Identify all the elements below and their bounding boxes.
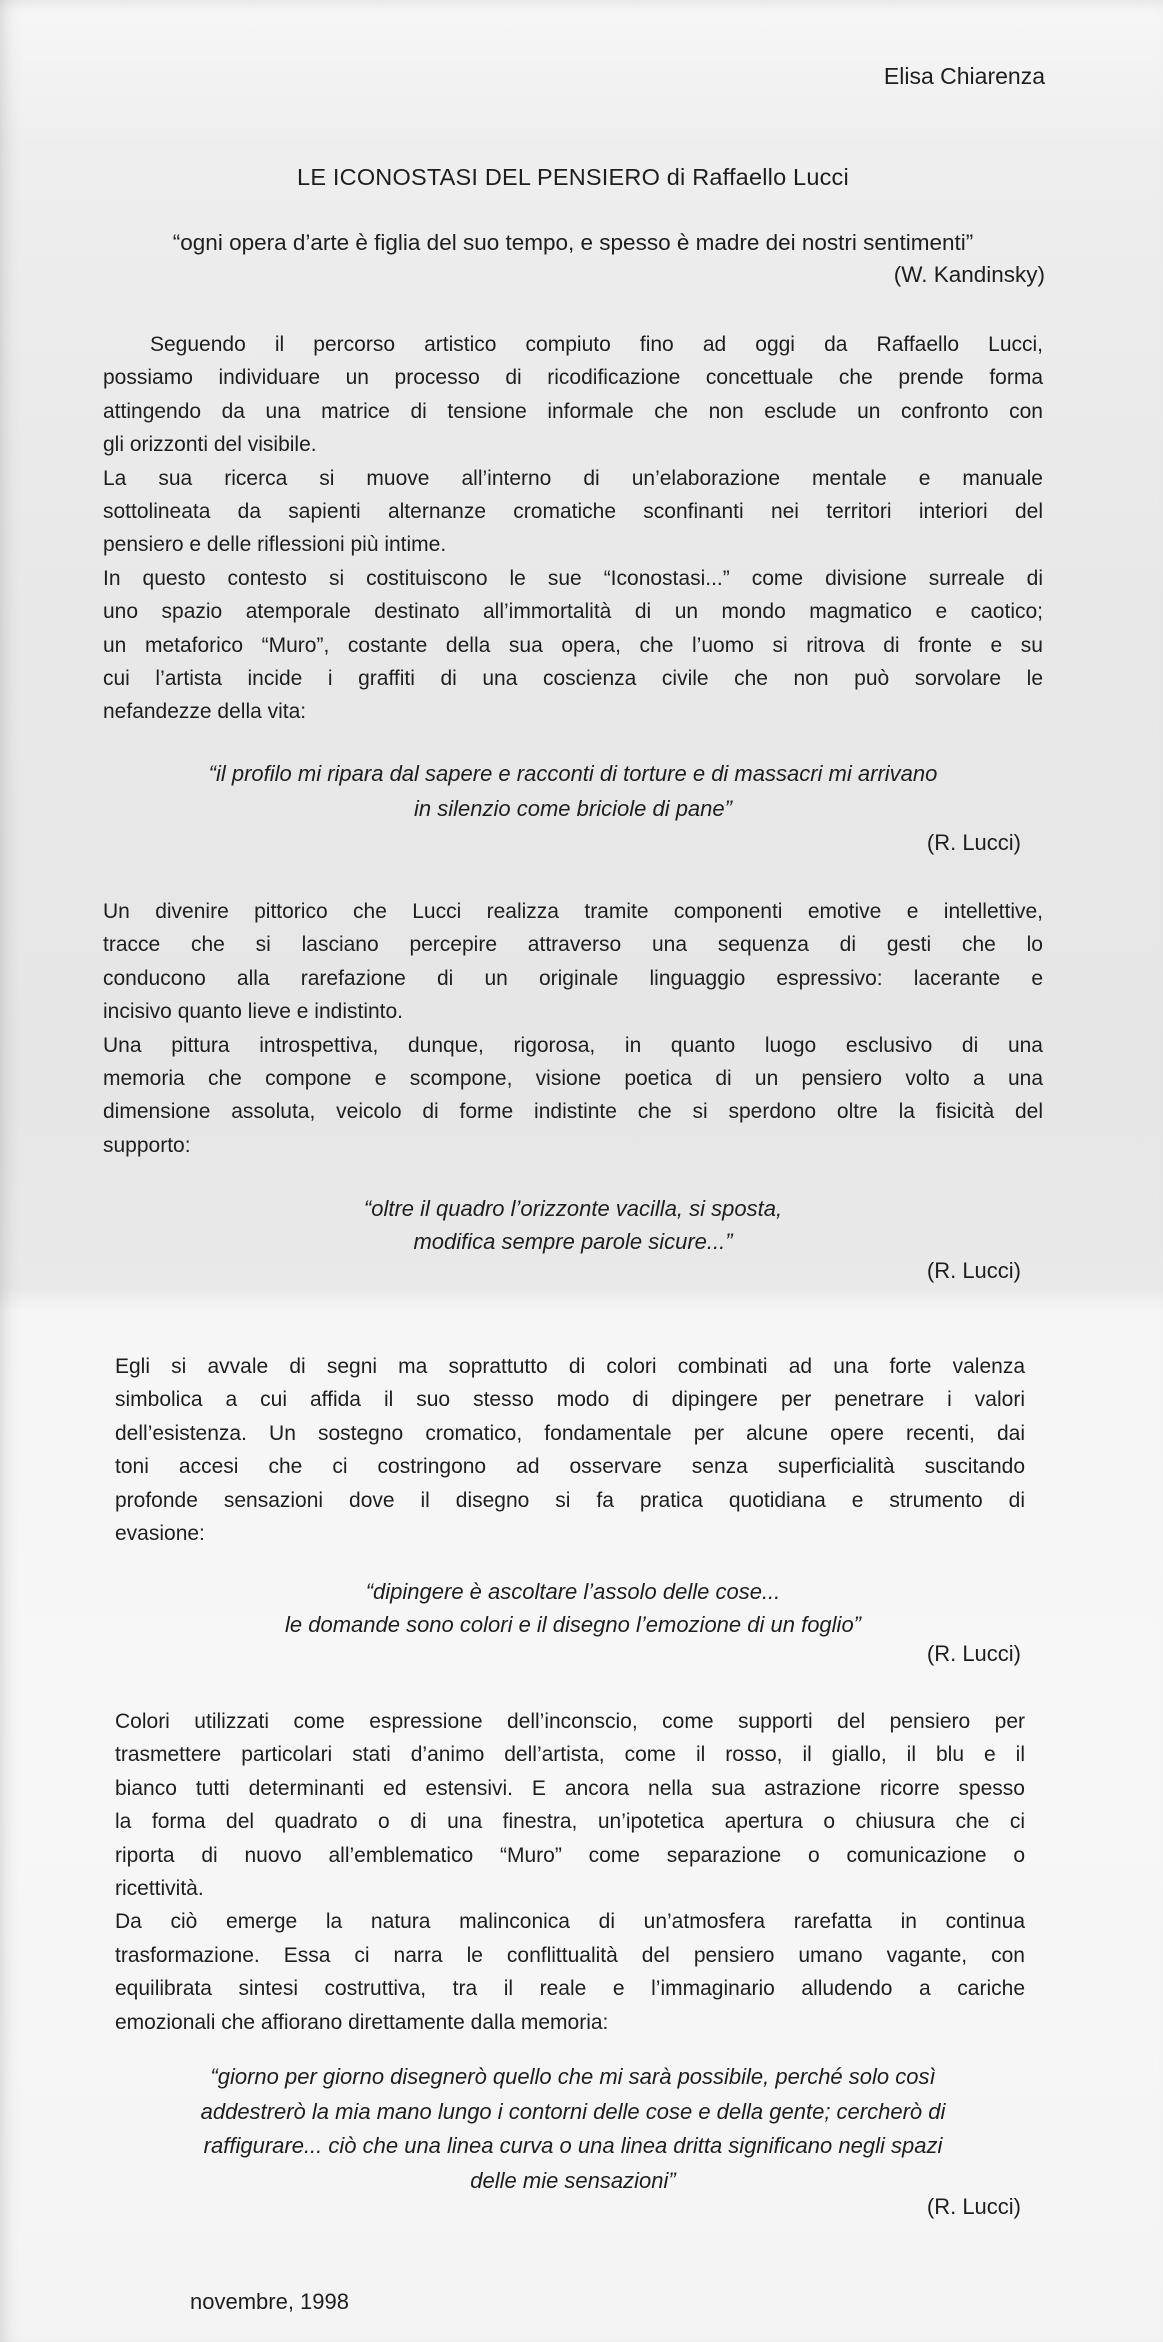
text-line: conducono alla rarefazione di un originale linguaggio espressivo: lacerante e <box>103 966 1043 990</box>
date-line: novembre, 1998 <box>190 2289 349 2314</box>
text-line: trasformazione. Essa ci narra le conflittualità del pensiero umano vagante, con <box>115 1943 1025 1967</box>
text-line: Colori utilizzati come espressione dell’inconscio, come supporti del pensiero per <box>115 1710 1025 1733</box>
document-title: LE ICONOSTASI DEL PENSIERO di Raffaello Lucci <box>297 164 849 190</box>
text-line: Da ciò emerge la natura malinconica di un’atmosfera rarefatta in continua <box>115 1910 1025 1934</box>
text-line: la forma del quadrato o di una finestra, un’ipotetica apertura o chiusura che ci <box>115 1810 1025 1834</box>
paragraph-block <box>103 895 1043 1162</box>
paragraph-block <box>115 1350 1025 1550</box>
quote-attribution: (R. Lucci) <box>926 2194 1021 2219</box>
paragraph-block <box>103 328 1043 729</box>
text-line: emozionali che affiorano direttamente dalla memoria: <box>115 2010 609 2034</box>
quote-attribution: (R. Lucci) <box>926 830 1021 855</box>
text-line: In questo contesto si costituiscono le sue “Iconostasi...” come divisione surreale di <box>103 566 1043 590</box>
text-line: possiamo individuare un processo di ricodificazione concettuale che prende forma <box>103 366 1043 390</box>
quote-line: addestrerò la mia mano lungo i contorni delle cose e della gente; cercherò di <box>200 2098 946 2124</box>
text-line: gli orizzonti del visibile. <box>103 433 317 457</box>
quote-attribution: (R. Lucci) <box>926 1641 1021 1666</box>
text-line: ricettività. <box>115 1877 204 1901</box>
quote-block <box>103 1575 1043 1641</box>
text-line: attingendo da una matrice di tensione informale che non esclude un confronto con <box>103 399 1043 423</box>
quote-block <box>103 756 1043 826</box>
quote-block <box>103 1192 1043 1258</box>
quote-line: raffigurare... ciò che una linea curva o una linea dritta significano negli spazi <box>203 2133 943 2158</box>
text-line: Seguendo il percorso artistico compiuto fino ad oggi da Raffaello Lucci, <box>150 333 1043 356</box>
text-line: profonde sensazioni dove il disegno si fa pratica quotidiana e strumento di <box>115 1488 1025 1512</box>
text-line: un metaforico “Muro”, costante della sua opera, che l’uomo si ritrova di fronte e su <box>103 633 1043 657</box>
quote-line: “giorno per giorno disegnerò quello che mi sarà possibile, perché solo così <box>210 2064 936 2089</box>
text-line: toni accesi che ci costringono ad osservare senza superficialità suscitando <box>115 1455 1025 1479</box>
text-line: riporta di nuovo all’emblematico “Muro” come separazione o comunicazione o <box>115 1843 1025 1867</box>
paragraph-block <box>115 1705 1025 2039</box>
quote-line: “dipingere è ascoltare l’assolo delle cose... <box>365 1579 781 1604</box>
text-line: equilibrata sintesi costruttiva, tra il reale e l’immaginario alludendo a cariche <box>115 1977 1025 2001</box>
quote-line: modifica sempre parole sicure...” <box>413 1229 733 1254</box>
quote-line: delle mie sensazioni” <box>470 2167 676 2193</box>
text-line: nefandezze della vita: <box>103 700 307 724</box>
text-line: Un divenire pittorico che Lucci realizza tramite componenti emotive e intellettive, <box>103 900 1043 923</box>
text-line: incisivo quanto lieve e indistinto. <box>103 1000 404 1024</box>
author-name: Elisa Chiarenza <box>883 63 1045 89</box>
text-line: bianco tutti determinanti ed estensivi. E ancora nella sua astrazione ricorre spesso <box>115 1776 1025 1800</box>
text-line: La sua ricerca si muove all’interno di un’elaborazione mentale e manuale <box>103 466 1043 490</box>
text-line: Egli si avvale di segni ma soprattutto di colori combinati ad una forte valenza <box>115 1355 1025 1378</box>
text-line: uno spazio atemporale destinato all’immortalità di un mondo magmatico e caotico; <box>103 600 1043 624</box>
quote-block <box>103 2060 1043 2198</box>
quote-line: in silenzio come briciole di pane” <box>414 796 732 821</box>
text-line: sottolineata da sapienti alternanze cromatiche sconfinanti nei territori interiori del <box>103 500 1043 524</box>
text-line: supporto: <box>103 1133 191 1157</box>
text-line: trasmettere particolari stati d’animo dell’artista, come il rosso, il giallo, il blu e il <box>115 1743 1025 1767</box>
text-line: evasione: <box>115 1522 205 1546</box>
quote-line: le domande sono colori e il disegno l’emozione di un foglio” <box>284 1612 862 1637</box>
text-line: tracce che si lasciano percepire attraverso una sequenza di gesti che lo <box>103 933 1043 957</box>
text-line: simbolica a cui affida il suo stesso modo di dipingere per penetrare i valori <box>115 1388 1025 1412</box>
epigraph-quote: “ogni opera d’arte è figlia del suo tempo, e spesso è madre dei nostri sentimenti” <box>172 230 974 255</box>
text-line: memoria che compone e scompone, visione poetica di un pensiero volto a una <box>103 1067 1043 1091</box>
text-line: dimensione assoluta, veicolo di forme indistinte che si sperdono oltre la fisicità del <box>103 1100 1043 1124</box>
quote-attribution: (R. Lucci) <box>926 1258 1021 1283</box>
epigraph-attribution: (W. Kandinsky) <box>893 262 1045 287</box>
text-line: Una pittura introspettiva, dunque, rigorosa, in quanto luogo esclusivo di una <box>103 1033 1043 1057</box>
quote-line: “oltre il quadro l’orizzonte vacilla, si sposta, <box>363 1196 783 1221</box>
text-line: pensiero e delle riflessioni più intime. <box>103 533 447 557</box>
text-line: cui l’artista incide i graffiti di una coscienza civile che non può sorvolare le <box>103 667 1043 691</box>
text-line: dell’esistenza. Un sostegno cromatico, fondamentale per alcune opere recenti, dai <box>115 1421 1025 1445</box>
quote-line: “il profilo mi ripara dal sapere e racconti di torture e di massacri mi arrivano <box>208 761 938 786</box>
